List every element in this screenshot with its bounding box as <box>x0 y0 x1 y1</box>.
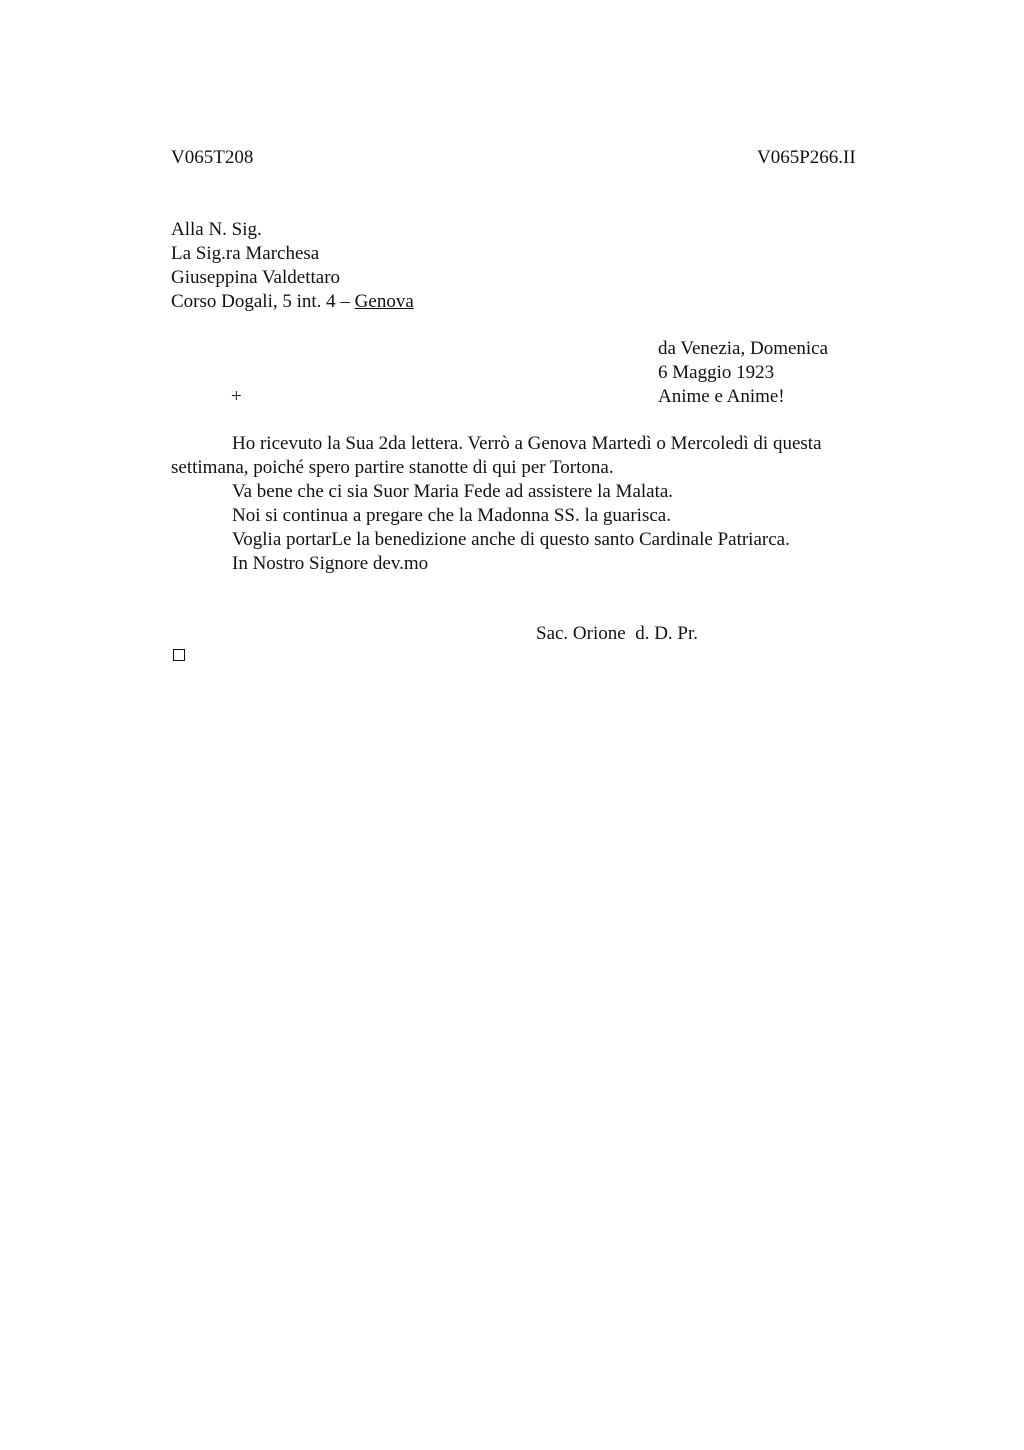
body-paragraph-1: Ho ricevuto la Sua 2da lettera. Verrò a Genova Martedì o Mercoledì di questa settimana, poiché spero partire stanotte di qui per Tortona. <box>171 433 822 478</box>
document-code-right: V065P266.II <box>757 147 856 168</box>
dateline <box>658 337 828 409</box>
dateline-date: 6 Maggio 1923 <box>658 362 775 383</box>
document-code-left: V065T208 <box>171 147 254 168</box>
body-paragraph-2: Va bene che ci sia Suor Maria Fede ad assistere la Malata. <box>232 481 674 502</box>
dateline-place: da Venezia, Domenica <box>658 338 829 359</box>
signature: Sac. Orione d. D. Pr. <box>536 623 699 644</box>
address-line-1: Alla N. Sig. <box>171 219 262 240</box>
body-paragraph-4: Voglia portarLe la benedizione anche di questo santo Cardinale Patriarca. <box>232 529 790 550</box>
body-paragraph-3: Noi si continua a pregare che la Madonna SS. la guarisca. <box>232 505 671 526</box>
address-line-2: La Sig.ra Marchesa <box>171 243 320 264</box>
address-city: Genova <box>354 291 414 312</box>
address-line-3: Giuseppina Valdettaro <box>171 267 341 288</box>
address-street: Corso Dogali, 5 int. 4 – <box>171 291 355 312</box>
letter-body <box>171 432 891 576</box>
recipient-address <box>171 218 414 314</box>
end-box-icon <box>173 649 185 661</box>
cross-symbol: + <box>231 386 242 407</box>
closing-line: In Nostro Signore dev.mo <box>232 553 429 574</box>
dateline-motto: Anime e Anime! <box>658 386 785 407</box>
address-line-4 <box>171 290 414 314</box>
